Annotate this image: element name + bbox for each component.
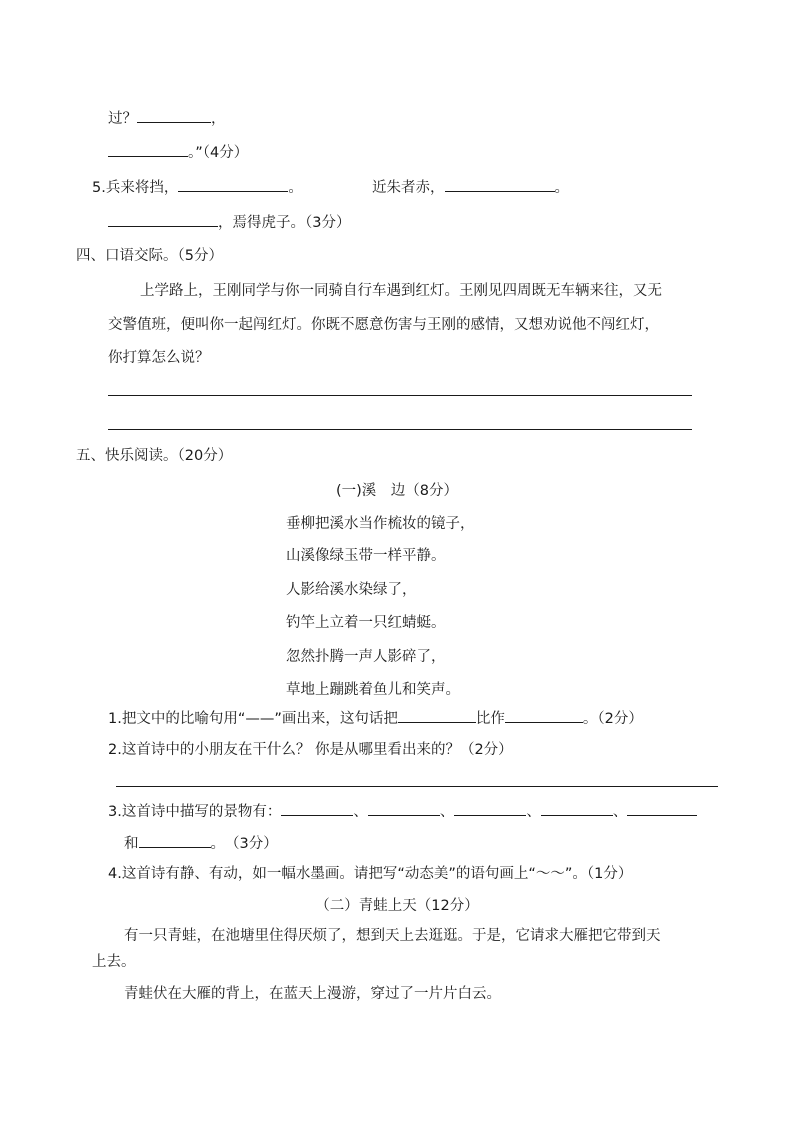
q3-separator: 、 (439, 804, 455, 820)
continuation-score: 。”（4分） (188, 145, 249, 161)
q1-suffix: 。（2分） (582, 711, 643, 727)
q3-suffix: 。 （3分） (210, 836, 278, 852)
answer-blank[interactable] (108, 142, 188, 157)
continuation-line-1 (108, 108, 226, 129)
answer-blank[interactable] (627, 801, 697, 816)
q5-part1: 兵来将挡， (105, 180, 179, 196)
answer-blank[interactable] (108, 212, 218, 227)
answer-blank[interactable] (281, 801, 353, 816)
q5-part2: 近朱者赤， (372, 180, 445, 196)
poem-question-1 (108, 708, 643, 729)
answer-line[interactable] (108, 395, 692, 396)
answer-blank[interactable] (398, 708, 476, 723)
section4-paragraph-line-3: 你打算怎么说？ (108, 350, 210, 366)
section4-heading: 四、口语交际。（5分） (76, 248, 223, 264)
section4-paragraph-line-1: 上学路上，王刚同学与你一同骑自行车遇到红灯。王刚见四周既无车辆来往，又无 (140, 283, 662, 299)
q5-line-1 (92, 177, 303, 198)
q5-line-1-part2 (372, 177, 569, 198)
story-paragraph-2-line-1: 青蛙伏在大雁的背上，在蓝天上漫游，穿过了一片片白云。 (124, 986, 501, 1002)
q5-part2-end: 。 (554, 180, 569, 196)
poem-line: 人影给溪水染绿了， (286, 582, 417, 598)
poem-line: 忽然扑腾一声人影碎了， (286, 649, 446, 665)
q3-prefix: 3.这首诗中描写的景物有： (108, 804, 282, 820)
q1-mid: 比作 (475, 711, 505, 727)
answer-blank[interactable] (541, 801, 613, 816)
poem-line: 山溪像绿玉带一样平静。 (286, 548, 446, 564)
q3-separator: 、 (612, 804, 628, 820)
poem-line: 钓竿上立着一只红蜻蜓。 (286, 615, 446, 631)
answer-blank[interactable] (178, 177, 288, 192)
story-paragraph-1-line-1: 有一只青蛙，在池塘里住得厌烦了，想到天上去逛逛。于是，它请求大雁把它带到天 (124, 928, 661, 944)
continuation-line-2 (108, 142, 248, 163)
poem-question-3 (108, 801, 697, 822)
story-paragraph-1-line-2: 上去。 (92, 954, 136, 970)
q5-number: 5. (92, 180, 106, 196)
answer-line[interactable] (108, 429, 692, 430)
answer-blank[interactable] (368, 801, 440, 816)
answer-blank[interactable] (445, 177, 555, 192)
poem-question-2: 2.这首诗中的小朋友在干什么？ 你是从哪里看出来的？（2分） (108, 742, 513, 758)
poem-line: 垂柳把溪水当作梳妆的镜子， (286, 516, 475, 532)
poem-question-3-line-2 (124, 833, 278, 854)
answer-blank[interactable] (505, 708, 583, 723)
q5-part1-end: 。 (288, 180, 303, 196)
answer-blank[interactable] (454, 801, 526, 816)
poem-line: 草地上蹦跳着鱼儿和笑声。 (286, 682, 460, 698)
q3-separator: 、 (353, 804, 368, 820)
answer-blank[interactable] (137, 108, 211, 123)
q5-line-2 (108, 212, 350, 233)
story-title: （二）青蛙上天（12分） (315, 898, 479, 914)
q1-prefix: 1.把文中的比喻句用“——”画出来，这句话把 (108, 711, 398, 727)
continuation-prefix: 过？ (108, 111, 137, 127)
poem-question-4: 4.这首诗有静、有动，如一幅水墨画。请把写“动态美”的语句画上“～～”。（1分） (108, 866, 633, 882)
q3-and: 和 (124, 836, 139, 852)
poem-title: (一)溪 边（8分） (335, 483, 459, 499)
section4-paragraph-line-2: 交警值班，便叫你一起闯红灯。你既不愿意伤害与王刚的感情，又想劝说他不闯红灯， (108, 317, 659, 333)
continuation-comma: ， (211, 111, 226, 127)
section5-heading: 五、快乐阅读。（20分） (76, 448, 233, 464)
q3-separator: 、 (526, 804, 541, 820)
q5-line2-suffix: ，焉得虎子。（3分） (218, 215, 351, 231)
answer-line[interactable] (116, 786, 718, 787)
answer-blank[interactable] (139, 833, 211, 848)
